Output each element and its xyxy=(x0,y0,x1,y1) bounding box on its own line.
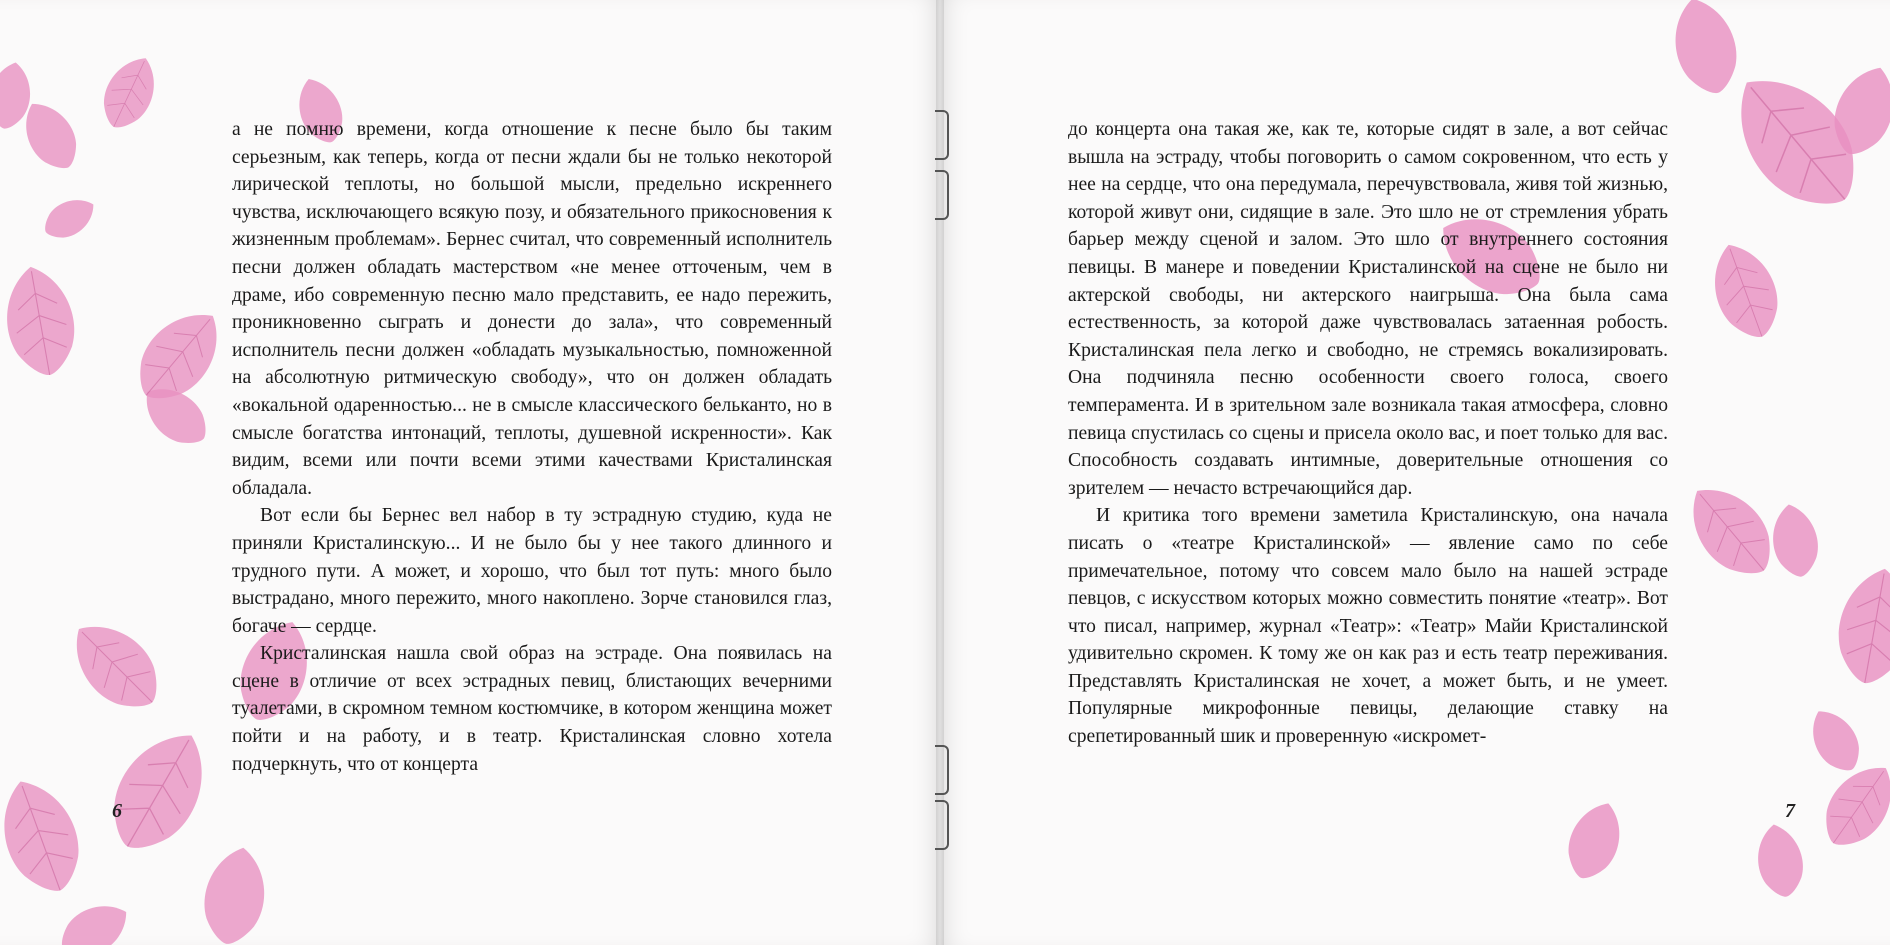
staple-top xyxy=(935,110,949,160)
paragraph: Кристалинская нашла свой образ на эстраде. Она появилась на сцене в отличие от всех эстрадных певиц, блистающих вечерними туалетами, в скромном темном костюмчике, в котором женщина может пойти и на работу, и в театр. Кристалинская словно хотела подчеркнуть, что от концерта xyxy=(232,643,832,775)
paragraph: а не помню времени, когда отношение к песне было бы таким серьезным, как теперь, когда от песни ждали бы не только некоторой лирической теплоты, но большой мысли, предельно искреннего чувства, исключающего всякую позу, и обязательного прикосновения к жизненным проблемам». Бернес считал, что современный исполнитель песни должен обладать мастерством «не менее отточеным, чем в драме, ибо современную песню мало представить, ее надо пережить, проникновенно сыграть и донести до зала», что современный исполнитель песни должен «обладать музыкальностью, помноженной на абсолютную ритмическую свободу», что он должен обладать «вокальной одаренностью... не в смысле классического бельканто, но в смысле богатства интонаций, теплоты, душевной искренности». Как видим, всеми или почти всеми этими качествами Кристалинская обладала. xyxy=(232,119,832,499)
left-page xyxy=(0,0,940,945)
paragraph: до концерта она такая же, как те, которые сидят в зале, а вот сейчас вышла на эстраду, чтобы поговорить о самом сокровенном, что есть у нее на сердце, что она передумала, перечувствовала, живя той жизнью, которой живут они, сидящие в зале. Это шло не от стремления убрать барьер между сценой и залом. Это шло от внутреннего состояния певицы. В манере и поведении Кристалинской на сцене не было ни актерской свободы, ни актерского наигрыша. Она была сама естественность, за которой даже чувствовалась затаенная робость. Кристалинская пела легко и свободно, не стремясь вокализировать. Она подчиняла песню особенности своего голоса, своего темперамента. И в зрительном зале возникала такая атмосфера, словно певица спустилась со сцены и присела около вас, и поет только для вас. Способность создавать интимные, доверительные отношения со зрителем — нечасто встречающийся дар. xyxy=(1068,119,1668,499)
right-page-text xyxy=(1068,116,1668,751)
staple-bottom-2 xyxy=(935,800,949,850)
staple-top-2 xyxy=(935,170,949,220)
staple-bottom xyxy=(935,745,949,795)
paragraph: И критика того времени заметила Кристалинскую, она начала писать о «театре Кристалинской» — явление само по себе примечательное, потому что совсем мало было на нашей эстраде певцов, с искусством которых можно совместить понятие «театр». Вот что писал, например, журнал «Театр»: «Театр» Майи Кристалинской удивительно скромен. К тому же он как раз и есть театр переживания. Представлять Кристалинская не хочет, а может быть, и не умеет. Популярные микрофонные певицы, делающие ставку на срепетированный шик и проверенную «искромет- xyxy=(1068,505,1668,748)
paragraph: Вот если бы Бернес вел набор в ту эстрадную студию, куда не приняли Кристалинскую... И не было бы у нее такого длинного и трудного пути. А может, и хорошо, что был тот путь: много было выстрадано, много пережито, много накоплено. Зорче становился глаз, богаче — сердце. xyxy=(232,505,832,637)
page-number: 6 xyxy=(112,800,122,822)
page-number: 7 xyxy=(1785,800,1795,822)
left-page-text xyxy=(232,116,832,778)
